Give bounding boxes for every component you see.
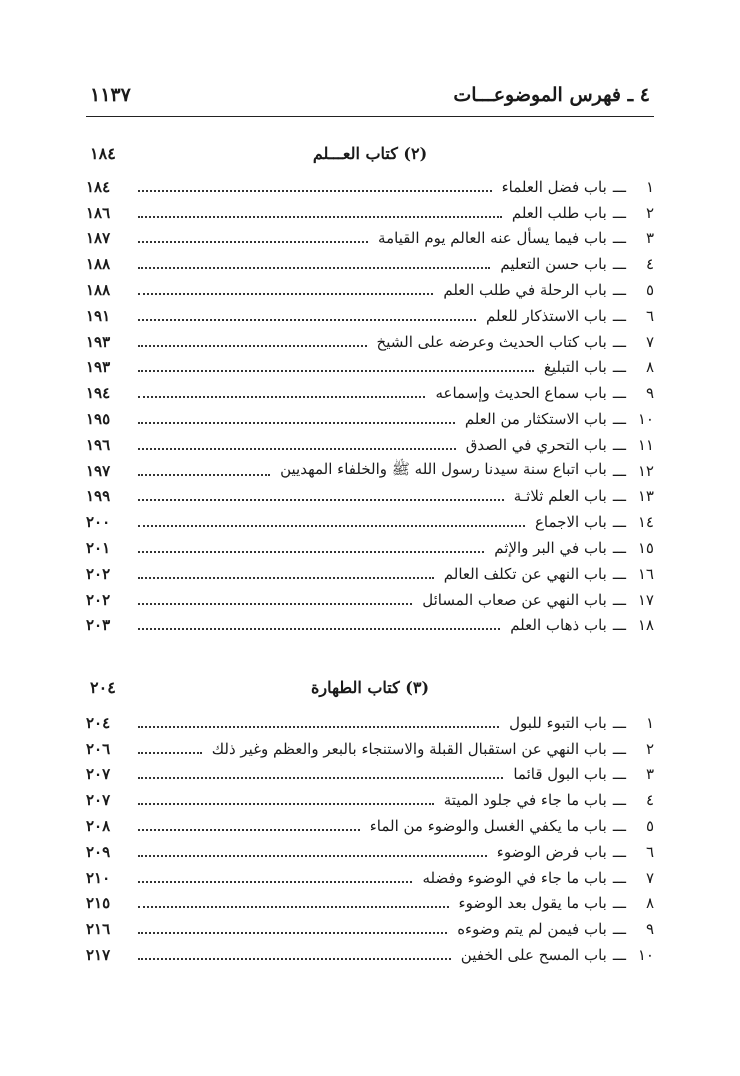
entry-title: باب فرض الوضوء xyxy=(496,842,607,861)
toc-entry[interactable] xyxy=(86,355,654,381)
entry-dash: ـــ xyxy=(612,817,626,836)
toc-entry[interactable] xyxy=(86,200,654,226)
entry-title: باب النهي عن تكلف العالم xyxy=(443,564,607,583)
entry-dash: ـــ xyxy=(612,461,626,480)
entry-title: باب ما جاء في الوضوء وفضله xyxy=(422,868,607,887)
section-page-number: ١٨٤ xyxy=(90,144,116,163)
entry-page-number: ٢١٠ xyxy=(86,868,111,887)
toc-entry[interactable] xyxy=(86,406,654,432)
entry-dash: ـــ xyxy=(612,539,626,558)
entry-number: ١٣ xyxy=(637,487,654,506)
entry-number: ٣ xyxy=(645,765,654,784)
entry-number: ١٢ xyxy=(637,461,654,480)
header-title: ٤ ـ فهرس الموضوعـــات xyxy=(453,84,650,106)
toc-entry[interactable] xyxy=(86,787,654,813)
entry-title: باب فيما يسأل عنه العالم يوم القيامة xyxy=(378,229,607,248)
entry-dash: ـــ xyxy=(612,203,626,222)
entry-title: باب كتاب الحديث وعرضه على الشيخ xyxy=(376,332,607,351)
entry-dash: ـــ xyxy=(612,894,626,913)
entry-dash: ـــ xyxy=(612,281,626,300)
entry-dash: ـــ xyxy=(612,791,626,810)
entry-dash: ـــ xyxy=(612,410,626,429)
entry-title: باب في البر والإثم xyxy=(494,539,607,558)
entry-page-number: ١٨٤ xyxy=(86,177,111,196)
entry-number: ١١ xyxy=(637,435,654,454)
toc-entry[interactable] xyxy=(86,329,654,355)
toc-entry[interactable] xyxy=(86,509,654,535)
entry-title: باب الاجماع xyxy=(534,513,607,532)
dot-leader xyxy=(138,726,499,728)
entry-dash: ـــ xyxy=(612,590,626,609)
dot-leader xyxy=(138,829,360,831)
dot-leader xyxy=(138,958,451,960)
section-heading-purification xyxy=(86,676,654,706)
dot-leader xyxy=(138,603,412,605)
dot-leader xyxy=(138,855,487,857)
entry-dash: ـــ xyxy=(612,946,626,965)
entry-title: باب الاستكثار من العلم xyxy=(464,410,607,429)
entry-dash: ـــ xyxy=(612,765,626,784)
entry-page-number: ٢٠٢ xyxy=(86,564,111,583)
dot-leader xyxy=(138,551,484,553)
entry-number: ١ xyxy=(645,177,654,196)
entry-title: باب الاستذكار للعلم xyxy=(486,306,607,325)
entry-page-number: ٢٠٨ xyxy=(86,817,111,836)
section-heading-knowledge xyxy=(86,142,654,172)
entry-number: ٨ xyxy=(645,894,654,913)
entry-title: باب النهي عن صعاب المسائل xyxy=(422,590,607,609)
entry-page-number: ١٨٧ xyxy=(86,229,111,248)
entry-title: باب ذهاب العلم xyxy=(510,616,607,635)
toc-entry[interactable] xyxy=(86,613,654,639)
toc-entry[interactable] xyxy=(86,174,654,200)
dot-leader xyxy=(138,370,534,372)
dot-leader xyxy=(138,448,456,450)
header-page-number: ١١٣٧ xyxy=(90,84,131,106)
entry-page-number: ٢١٧ xyxy=(86,946,111,965)
section-title: (٢) كتاب العـــلم xyxy=(312,144,428,163)
entry-page-number: ٢٠٤ xyxy=(86,713,111,732)
entry-dash: ـــ xyxy=(612,564,626,583)
entry-page-number: ٢٠٢ xyxy=(86,590,111,609)
entry-page-number: ١٩٧ xyxy=(86,461,111,480)
section-page-number: ٢٠٤ xyxy=(90,678,116,697)
entry-dash: ـــ xyxy=(612,739,626,758)
entry-number: ٨ xyxy=(645,358,654,377)
entry-title: باب الرحلة في طلب العلم xyxy=(443,281,607,300)
entries-knowledge xyxy=(86,174,654,638)
entry-title: باب فيمن لم يتم وضوءه xyxy=(457,920,607,939)
dot-leader xyxy=(138,932,447,934)
toc-entry[interactable] xyxy=(86,251,654,277)
dot-leader xyxy=(138,293,433,295)
entry-title: باب طلب العلم xyxy=(511,203,607,222)
dot-leader xyxy=(138,474,270,476)
entry-dash: ـــ xyxy=(612,384,626,403)
entry-title: باب العلم ثلاثـة xyxy=(513,487,607,506)
toc-entry[interactable] xyxy=(86,865,654,891)
entry-title: باب التبليغ xyxy=(543,358,607,377)
entry-page-number: ١٩٣ xyxy=(86,332,111,351)
toc-entry[interactable] xyxy=(86,942,654,968)
entry-dash: ـــ xyxy=(612,487,626,506)
entry-page-number: ١٩٤ xyxy=(86,384,111,403)
dot-leader xyxy=(138,525,525,527)
entry-number: ٩ xyxy=(645,384,654,403)
toc-entry[interactable] xyxy=(86,226,654,252)
entry-page-number: ٢٠٠ xyxy=(86,513,111,532)
entry-page-number: ٢٠٦ xyxy=(86,739,111,758)
toc-entry[interactable] xyxy=(86,762,654,788)
entry-page-number: ١٩٥ xyxy=(86,410,111,429)
entry-dash: ـــ xyxy=(612,255,626,274)
toc-entry[interactable] xyxy=(86,535,654,561)
entry-page-number: ٢٠١ xyxy=(86,539,111,558)
toc-entry[interactable] xyxy=(86,484,654,510)
toc-entry[interactable] xyxy=(86,277,654,303)
dot-leader xyxy=(138,906,449,908)
entry-page-number: ٢٠٣ xyxy=(86,616,111,635)
entry-page-number: ١٩٩ xyxy=(86,487,111,506)
toc-entry[interactable] xyxy=(86,710,654,736)
toc-entry[interactable] xyxy=(86,561,654,587)
entry-number: ١٤ xyxy=(637,513,654,532)
toc-entry[interactable] xyxy=(86,916,654,942)
section-title: (٣) كتاب الطهارة xyxy=(310,678,430,697)
entry-title: باب النهي عن استقبال القبلة والاستنجاء بالبعر والعظم وغير ذلك xyxy=(211,739,607,758)
entry-page-number: ١٨٨ xyxy=(86,281,111,300)
entry-number: ٧ xyxy=(645,332,654,351)
entry-title: باب سماع الحديث وإسماعه xyxy=(435,384,607,403)
toc-entry[interactable] xyxy=(86,891,654,917)
entry-number: ١٠ xyxy=(637,410,654,429)
entry-page-number: ٢١٥ xyxy=(86,894,111,913)
entry-title: باب المسح على الخفين xyxy=(460,946,607,965)
dot-leader xyxy=(138,267,490,269)
entry-title: باب البول قائما xyxy=(513,765,607,784)
dot-leader xyxy=(138,499,504,501)
entry-number: ١٨ xyxy=(637,616,654,635)
toc-entry[interactable] xyxy=(86,432,654,458)
toc-entry[interactable] xyxy=(86,458,654,484)
dot-leader xyxy=(138,752,202,754)
dot-leader xyxy=(138,577,434,579)
dot-leader xyxy=(138,345,367,347)
entry-number: ٥ xyxy=(645,817,654,836)
entry-page-number: ٢٠٩ xyxy=(86,842,111,861)
entry-page-number: ١٨٦ xyxy=(86,203,111,222)
entry-dash: ـــ xyxy=(612,177,626,196)
entry-title: باب ما جاء في جلود الميتة xyxy=(443,791,607,810)
entry-title: باب ما يقول بعد الوضوء xyxy=(458,894,607,913)
entry-dash: ـــ xyxy=(612,358,626,377)
toc-entry[interactable] xyxy=(86,813,654,839)
entry-dash: ـــ xyxy=(612,435,626,454)
dot-leader xyxy=(138,241,368,243)
entry-number: ١ xyxy=(645,713,654,732)
entry-dash: ـــ xyxy=(612,868,626,887)
dot-leader xyxy=(138,803,434,805)
running-header xyxy=(86,78,654,117)
dot-leader xyxy=(138,422,455,424)
entry-number: ٥ xyxy=(645,281,654,300)
entry-dash: ـــ xyxy=(612,513,626,532)
entries-purification xyxy=(86,710,654,968)
entry-number: ٤ xyxy=(645,255,654,274)
entry-number: ٢ xyxy=(645,203,654,222)
toc-entry[interactable] xyxy=(86,380,654,406)
entry-page-number: ١٨٨ xyxy=(86,255,111,274)
entry-number: ١٧ xyxy=(637,590,654,609)
dot-leader xyxy=(138,190,492,192)
entry-title: باب حسن التعليم xyxy=(500,255,607,274)
entry-dash: ـــ xyxy=(612,842,626,861)
toc-entry[interactable] xyxy=(86,839,654,865)
dot-leader xyxy=(138,216,502,218)
toc-entry[interactable] xyxy=(86,587,654,613)
entry-page-number: ٢٠٧ xyxy=(86,791,111,810)
toc-entry[interactable] xyxy=(86,303,654,329)
dot-leader xyxy=(138,396,425,398)
entry-page-number: ٢٠٧ xyxy=(86,765,111,784)
entry-number: ٣ xyxy=(645,229,654,248)
entry-number: ٧ xyxy=(645,868,654,887)
entry-number: ٩ xyxy=(645,920,654,939)
entry-dash: ـــ xyxy=(612,920,626,939)
dot-leader xyxy=(138,881,412,883)
entry-number: ١٦ xyxy=(637,564,654,583)
dot-leader xyxy=(138,777,503,779)
entry-title: باب التحري في الصدق xyxy=(465,435,607,454)
dot-leader xyxy=(138,628,500,630)
entry-page-number: ١٩٦ xyxy=(86,435,111,454)
entry-page-number: ١٩١ xyxy=(86,306,111,325)
entry-title: باب اتباع سنة سيدنا رسول الله ﷺ والخلفاء المهديين xyxy=(280,459,607,478)
entry-number: ٦ xyxy=(645,842,654,861)
entry-dash: ـــ xyxy=(612,306,626,325)
entry-title: باب فضل العلماء xyxy=(501,177,607,196)
entry-title: باب ما يكفي الغسل والوضوء من الماء xyxy=(369,817,607,836)
entry-dash: ـــ xyxy=(612,332,626,351)
entry-dash: ـــ xyxy=(612,616,626,635)
entry-number: ١٥ xyxy=(637,539,654,558)
entry-page-number: ١٩٣ xyxy=(86,358,111,377)
entry-number: ٦ xyxy=(645,306,654,325)
entry-number: ٢ xyxy=(645,739,654,758)
entry-page-number: ٢١٦ xyxy=(86,920,111,939)
toc-entry[interactable] xyxy=(86,736,654,762)
entry-dash: ـــ xyxy=(612,229,626,248)
entry-dash: ـــ xyxy=(612,713,626,732)
entry-number: ٤ xyxy=(645,791,654,810)
entry-number: ١٠ xyxy=(637,946,654,965)
dot-leader xyxy=(138,319,476,321)
entry-title: باب التبوء للبول xyxy=(509,713,607,732)
